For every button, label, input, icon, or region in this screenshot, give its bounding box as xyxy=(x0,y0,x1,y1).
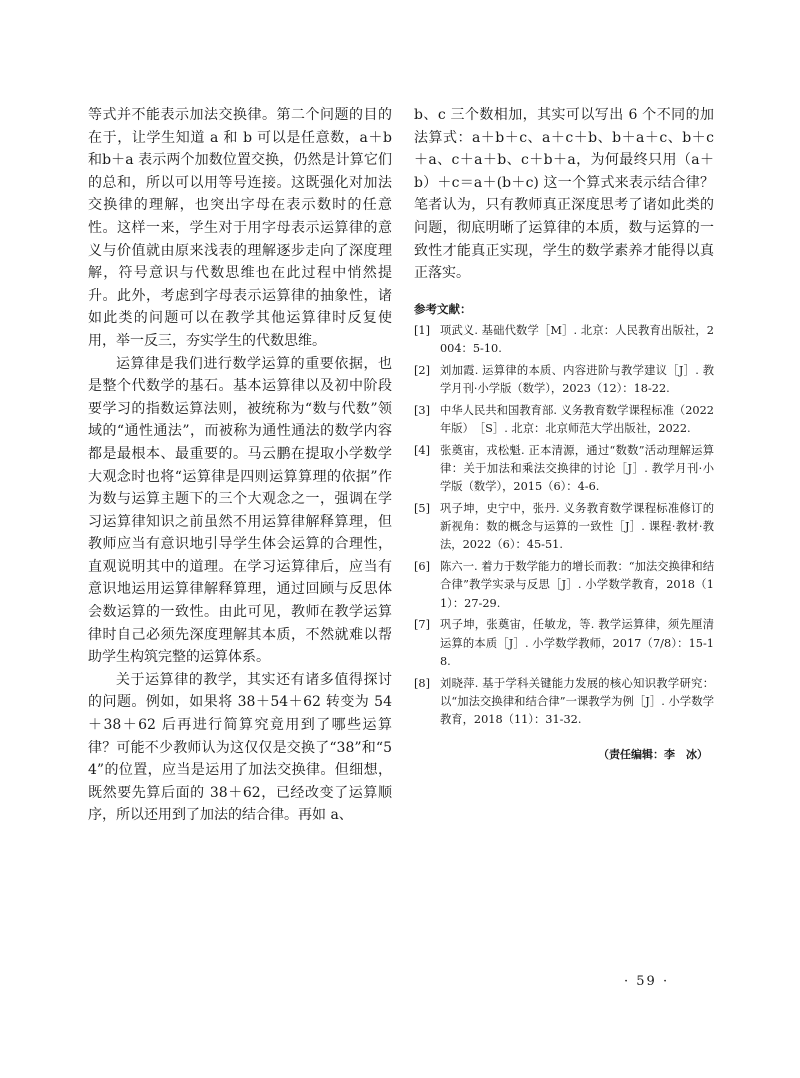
reference-text: 巩子坤，张奠宙，任敏龙，等. 教学运算律，须先厘清运算的本质［J］. 小学数学教师，2017（7/8）：15-18. xyxy=(440,618,714,668)
editor-note: （责任编辑：李 冰） xyxy=(598,748,708,762)
reference-text: 刘晓萍. 基于学科关键能力发展的核心知识教学研究：以“加法交换律和结合律”一课教学为例［J］. 小学数学教育，2018（11）：31-32. xyxy=(440,676,714,726)
reference-item xyxy=(414,362,714,398)
right-column xyxy=(414,104,714,763)
page-number: · 59 · xyxy=(624,974,670,989)
body-paragraph-1: 等式并不能表示加法交换律。第二个问题的目的在于，让学生知道 a 和 b 可以是任意数，a＋b 和b＋a 表示两个加数位置交换，仍然是计算它们的总和，所以可以用等号连接。这既强化对加法交换律的理解，也突出字母在表示数时的任意性。这样一来，学生对于用字母表示运算律的意义与价值就由原来浅表的理解逐步走向了深度理解，符号意识与代数思维也在此过程中悄然提升。此外，考虑到字母表示运算律的抽象性，诸如此类的问题可以在教学其他运算律时反复使用，举一反三，夯实学生的代数思维。 xyxy=(88,107,392,349)
reference-number: [7] xyxy=(414,618,431,632)
reference-number: [6] xyxy=(414,560,431,574)
body-paragraph-4: b、c 三个数相加，其实可以写出 6 个不同的加法算式：a＋b＋c、a＋c＋b、b＋a＋c、b＋c＋a、c＋a＋b、c＋b＋a，为何最终只用（a＋b）＋c＝a＋(b＋c) 这一个算式来表示结合律？笔者认为，只有教师真正深度思考了诸如此类的问题，彻底明晰了运算律的本质，数与运算的一致性才能真正实现，学生的数学素养才能得以真正落实。 xyxy=(414,107,714,282)
reference-text: 陈六一. 着力于数学能力的增长而教：“加法交换律和结合律”教学实录与反思［J］. 小学数学教育，2018（11）：27-29. xyxy=(440,560,714,610)
reference-item xyxy=(414,442,714,497)
reference-item xyxy=(414,322,714,358)
reference-number: [2] xyxy=(414,363,431,377)
reference-number: [8] xyxy=(414,676,431,690)
reference-item xyxy=(414,616,714,671)
reference-number: [4] xyxy=(414,443,431,457)
reference-item xyxy=(414,402,714,438)
reference-text: 中华人民共和国教育部. 义务教育数学课程标准（2022 年版） ［S］. 北京：北京师范大学出版社，2022. xyxy=(440,403,714,435)
left-column xyxy=(88,104,392,827)
body-paragraph-2: 运算律是我们进行数学运算的重要依据，也是整个代数学的基石。基本运算律以及初中阶段要学习的指数运算法则，被统称为“数与代数”领域的“通性通法”，而被称为通性通法的数学内容都是最根本、最重要的。马云鹏在提取小学数学大观念时也将“运算律是四则运算算理的依据”作为数与运算主题下的三个大观念之一，强调在学习运算律知识之前虽然不用运算律解释算理，但教师应当有意识地引导学生体会运算的合理性，直观说明其中的道理。在学习运算律后，应当有意识地运用运算律解释算理，通过回顾与反思体会数运算的一致性。由此可见，教师在教学运算律时自己必须先深度理解其本质，不然就难以帮助学生构筑完整的运算体系。 xyxy=(88,355,392,666)
reference-text: 张奠宙，戎松魁. 正本清源，通过“数数”活动理解运算律：关于加法和乘法交换律的讨论［J］. 教学月刊·小学版（数学），2015（6）：4-6. xyxy=(440,443,714,494)
reference-text: 项武义. 基础代数学［M］. 北京：人民教育出版社，2004：5-10. xyxy=(440,323,714,355)
references-list xyxy=(414,322,714,729)
reference-number: [5] xyxy=(414,501,431,515)
reference-item xyxy=(414,500,714,555)
reference-item xyxy=(414,675,714,730)
reference-number: [3] xyxy=(414,403,431,417)
reference-text: 刘加霞. 运算律的本质、内容进阶与教学建议［J］. 教学月刊·小学版（数学），2023（12）：18-22. xyxy=(440,363,714,395)
references-title: 参考文献： xyxy=(414,301,472,316)
reference-number: [1] xyxy=(414,323,431,337)
body-paragraph-3: 关于运算律的教学，其实还有诸多值得探讨的问题。例如，如果将 38＋54＋62 转变为 54＋38＋62 后再进行简算究竟用到了哪些运算律？可能不少教师认为这仅仅是交换了“38”和“54”的位置，应当是运用了加法交换律。但细想，既然要先算后面的 38＋62，已经改变了运算顺序，所以还用到了加法的结合律。再如 a、 xyxy=(88,671,392,824)
reference-text: 巩子坤，史宁中，张丹. 义务教育数学课程标准修订的新视角：数的概念与运算的一致性［J］. 课程·教材·教法，2022（6）：45-51. xyxy=(440,501,714,552)
reference-item xyxy=(414,558,714,613)
